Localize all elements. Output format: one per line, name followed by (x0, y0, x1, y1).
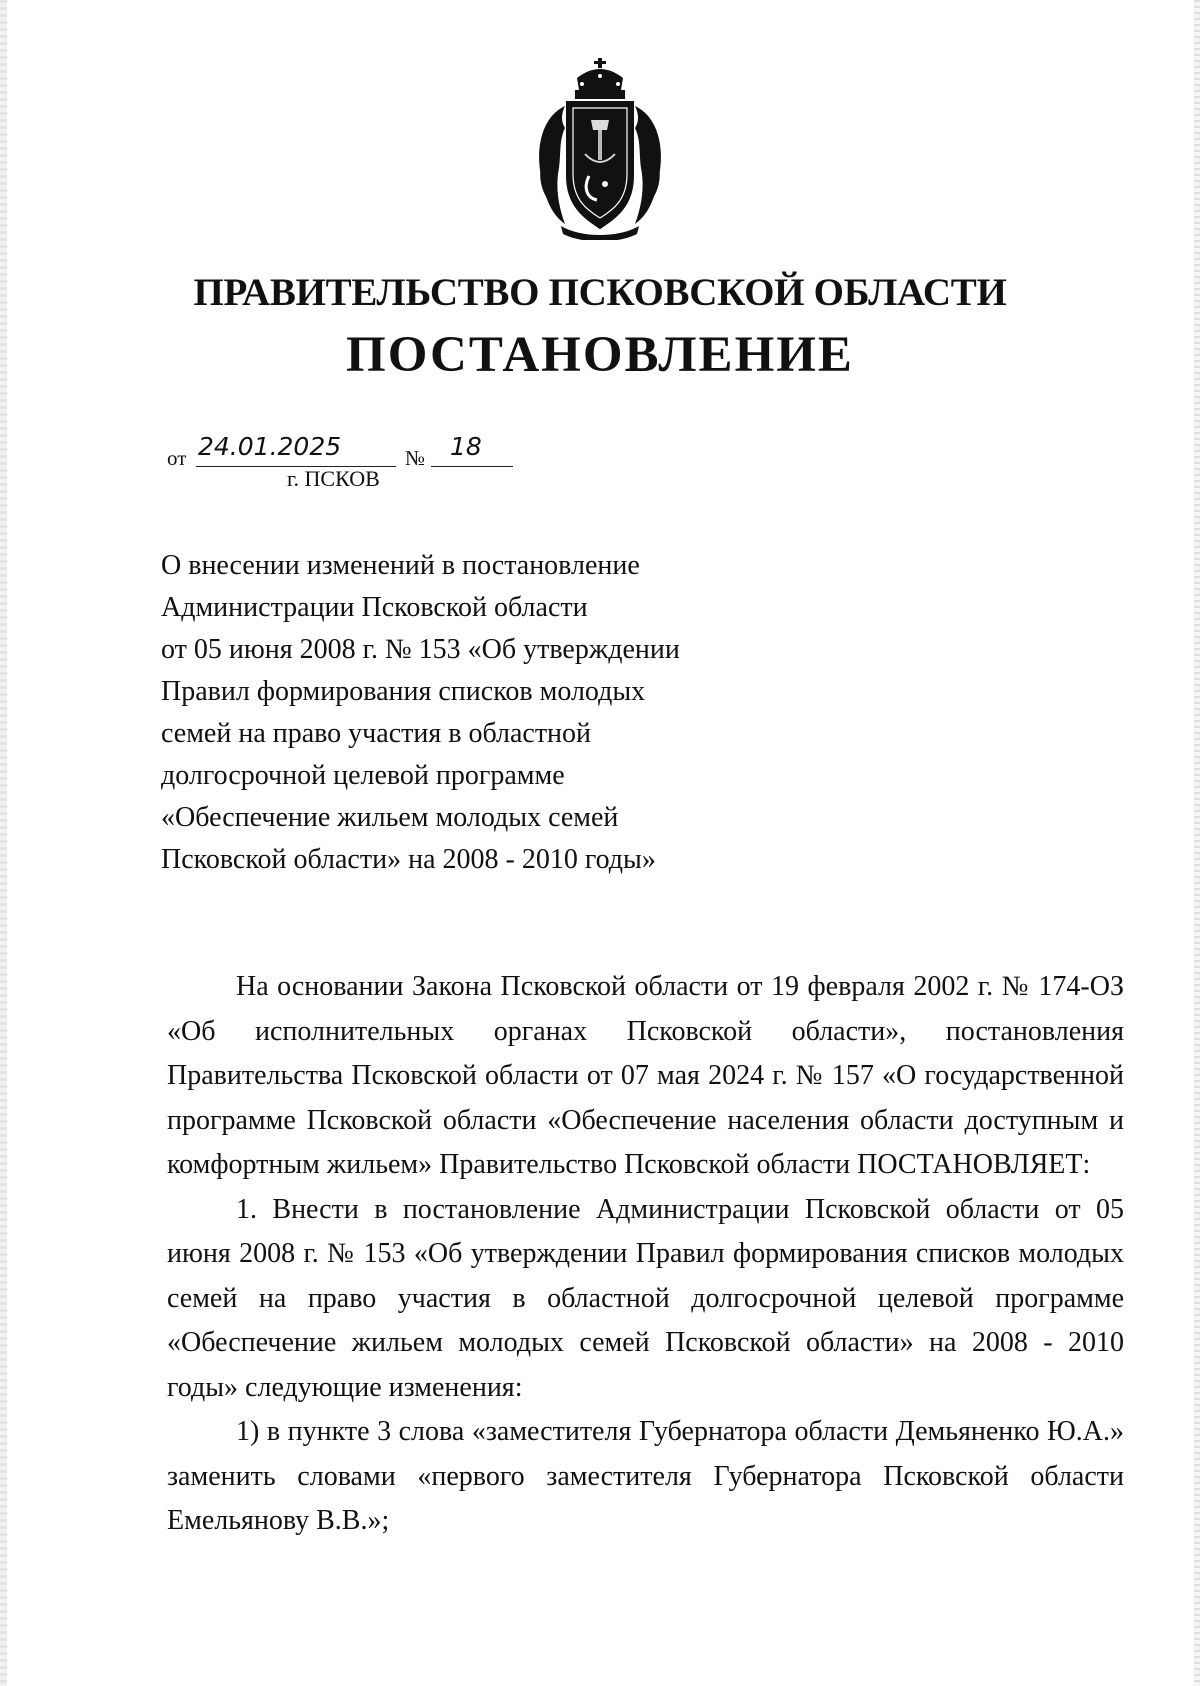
scan-edge-left (0, 0, 7, 1686)
caption-line: О внесении изменений в постановление (161, 550, 640, 581)
preamble-paragraph: На основании Закона Псковской области от 19 февраля 2002 г. № 174-ОЗ «Об исполнительных органах Псковской области», постановления Правительства Псковской области от 07 мая 2024 г. № 157 «О государственной программе Псковской области «Обеспечение населения области доступным и комфортным жильем» Правительство Псковской области ПОСТАНОВЛЯЕТ: (167, 971, 1124, 1180)
caption-line: семей на право участия в областной (161, 718, 592, 749)
document-caption (161, 545, 737, 881)
caption-line: долгосрочной целевой программе (161, 760, 565, 791)
caption-line: Псковской области» на 2008 - 2010 годы» (161, 844, 656, 875)
caption-line: от 05 июня 2008 г. № 153 «Об утверждении (161, 634, 680, 665)
caption-line: Правил формирования списков молодых (161, 676, 646, 707)
caption-line: «Обеспечение жильем молодых семей (161, 802, 619, 833)
handwritten-date: 24.01.2025 (198, 432, 342, 461)
caption-line: Администрации Псковской области (161, 592, 588, 623)
document-body (167, 965, 1124, 1544)
scan-edge-right (1194, 0, 1200, 1686)
subclause-1-paragraph: 1) в пункте 3 слова «заместителя Губернатора области Демьяненко Ю.А.» заменить словами «первого заместителя Губернатора Псковской области Емельянову В.В.»; (167, 1416, 1124, 1536)
number-underline (431, 466, 513, 467)
date-label: от (167, 446, 187, 470)
organization-title: ПРАВИТЕЛЬСТВО ПСКОВСКОЙ ОБЛАСТИ (193, 271, 1007, 314)
document-type-title: ПОСТАНОВЛЕНИЕ (346, 327, 854, 383)
number-label: № (405, 446, 426, 470)
city-label: г. ПСКОВ (287, 466, 380, 491)
coat-of-arms-icon (525, 58, 675, 240)
handwritten-number: 18 (450, 432, 482, 461)
clause-1-paragraph: 1. Внести в постановление Администрации Псковской области от 05 июня 2008 г. № 153 «Об утверждении Правил формирования списков молодых семей на право участия в областной долгосрочной целевой программе «Обеспечение жильем молодых семей Псковской области» на 2008 - 2010 годы» следующие изменения: (167, 1193, 1124, 1403)
